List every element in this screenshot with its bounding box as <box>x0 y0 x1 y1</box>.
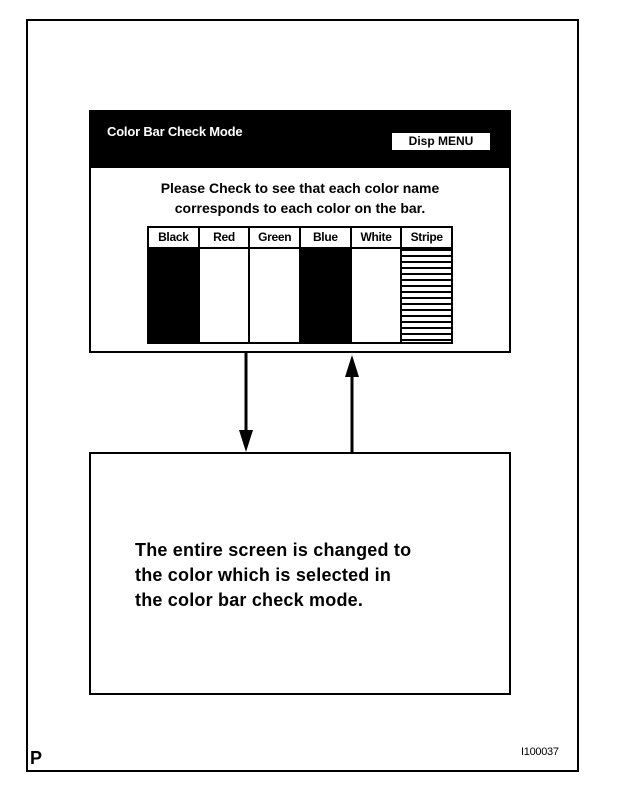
result-line-1: The entire screen is changed to <box>135 540 412 560</box>
selected-color-screen <box>89 452 511 695</box>
instruction-line-1: Please Check to see that each color name <box>160 180 440 196</box>
screen-title: Color Bar Check Mode <box>107 124 243 139</box>
color-bar-label: White <box>352 228 401 249</box>
arrow-down-icon <box>239 353 253 452</box>
result-line-2: the color which is selected in <box>135 565 392 585</box>
color-bar-label: Stripe <box>402 228 451 249</box>
color-bar-label: Blue <box>301 228 350 249</box>
arrow-up-icon <box>345 355 359 452</box>
color-bar-label: Green <box>250 228 299 249</box>
result-description <box>135 538 411 613</box>
color-bar-label: Black <box>149 228 198 249</box>
disp-menu-button[interactable]: Disp MENU <box>391 132 491 151</box>
color-bar-label: Red <box>200 228 249 249</box>
result-line-3: the color bar check mode. <box>135 590 364 610</box>
page-letter: P <box>30 748 43 768</box>
figure-id: I100037 <box>521 746 559 758</box>
instruction-line-2: corresponds to each color on the bar. <box>174 200 426 216</box>
